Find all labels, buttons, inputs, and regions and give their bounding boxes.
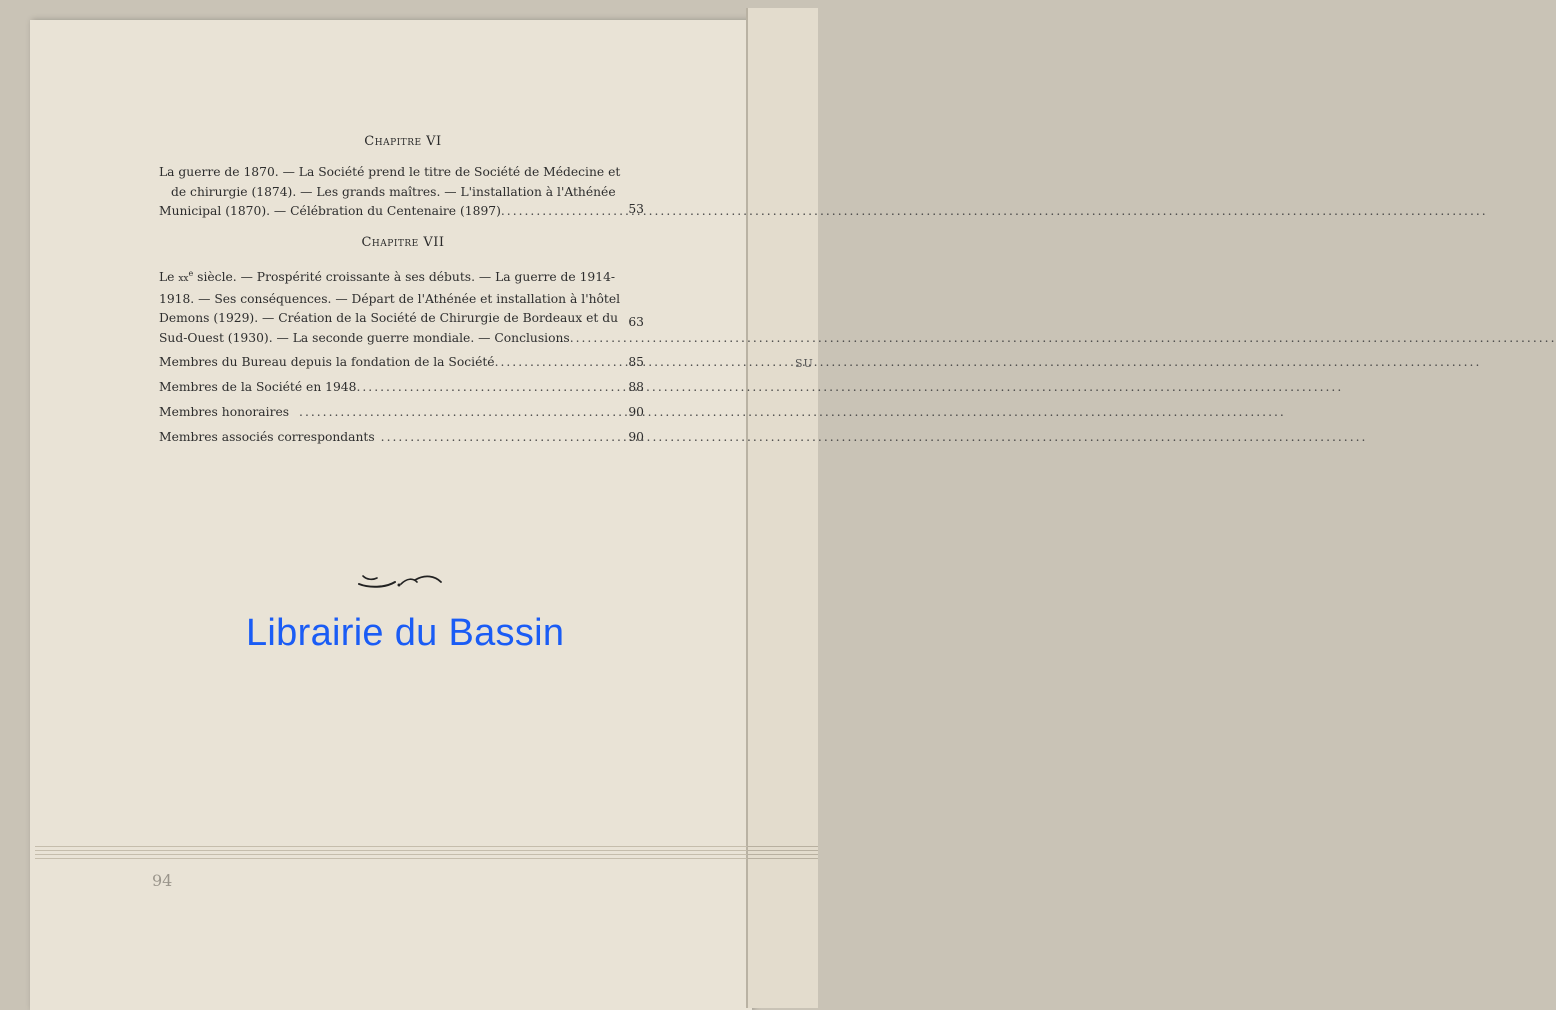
toc-entry-membres-1948-page: 88: [628, 380, 644, 394]
chapter-7-page: 63: [628, 315, 644, 329]
toc-entry-bureau-page: 85: [628, 355, 644, 369]
page-number: 94: [152, 871, 173, 890]
chapter-6-line-3: Municipal (1870). — Célébration du Centenaire (1897) .....: [159, 202, 605, 222]
footer-rules-right: [748, 846, 818, 862]
chapter-6-line-2: de chirurgie (1874). — Les grands maîtres. — L'installation à l'Athénée: [171, 184, 616, 199]
chapter-7-heading: Chapitre VII: [361, 235, 445, 250]
chapter-6-summary: [159, 163, 621, 222]
dot-leader: [356, 380, 1343, 394]
watermark-text: Librairie du Bassin: [246, 612, 565, 654]
toc-entry-associes-page: 90: [628, 430, 644, 444]
chapter-6-line-1: La guerre de 1870. — La Société prend le titre de Société de Médecine et: [159, 165, 621, 179]
dot-leader: [501, 202, 1488, 222]
chapter-7-line-4: Sud-Ouest (1930). — La seconde guerre mondiale. — Conclusions .....: [159, 329, 605, 349]
chapter-6-heading: Chapitre VI: [364, 134, 442, 149]
toc-entry-bureau: Membres du Bureau depuis la fondation de la Société .....: [159, 355, 605, 369]
chapter-7-line-1: Le $xx^e$ siècle. — Prospérité croissante à ses débuts. — La guerre de 1914-: [159, 269, 616, 285]
right-page-text-fragment: SU: [795, 357, 814, 370]
footer-rules: [35, 846, 747, 862]
chapter-7-line-2: 1918. — Ses conséquences. — Départ de l'Athénée et installation à l'hôtel: [159, 291, 621, 306]
chapter-6-page: 53: [628, 202, 644, 216]
chapter-7-summary: [159, 264, 621, 348]
dot-leader: [299, 405, 1286, 419]
toc-entry-membres-1948: Membres de la Société en 1948 .....: [159, 380, 605, 394]
toc-entry-associes: Membres associés correspondants .....: [159, 430, 605, 444]
toc-entry-honoraires-page: 90: [628, 405, 644, 419]
chapter-7-line-3: Demons (1929). — Création de la Société de Chirurgie de Bordeaux et du: [159, 311, 619, 326]
dot-leader: [381, 430, 1368, 444]
dot-leader: [570, 329, 1556, 349]
ornament-flourish-icon: [355, 570, 445, 592]
toc-entry-honoraires: Membres honoraires .....: [159, 405, 605, 419]
